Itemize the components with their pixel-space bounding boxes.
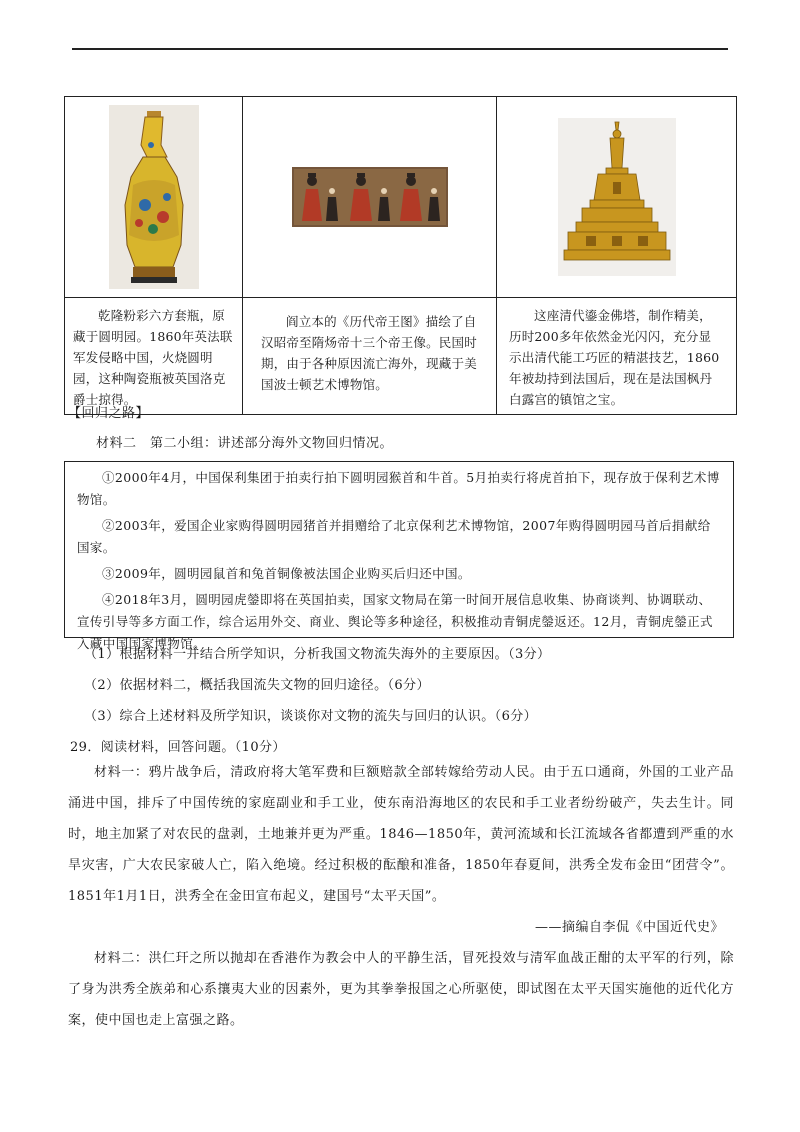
question-3: （3）综合上述材料及所学知识，谈谈你对文物的流失与回归的认识。（6分） bbox=[84, 709, 538, 724]
question-1: （1）根据材料一并结合所学知识，分析我国文物流失海外的主要原因。（3分） bbox=[84, 647, 551, 662]
material2-intro: 材料二 第二小组：讲述部分海外文物回归情况。 bbox=[96, 436, 394, 451]
vase-cell bbox=[65, 97, 243, 298]
material2-item: ②2003年，爱国企业家购得圆明园猪首并捐赠给了北京保利艺术博物馆，2007年购得圆明园马首后捐献给国家。 bbox=[77, 518, 711, 555]
question-29-materials bbox=[68, 757, 734, 1036]
scroll-caption-cell bbox=[243, 298, 497, 415]
header-rule bbox=[72, 48, 728, 50]
q29-source: ——摘编自李侃《中国近代史》 bbox=[534, 920, 724, 935]
stupa-caption: 这座清代鎏金佛塔，制作精美，历时200多年依然金光闪闪，充分显示出清代能工巧匠的精湛技艺，1860年被劫持到法国后，现在是法国枫丹白露宫的镇馆之宝。 bbox=[509, 308, 720, 407]
stupa-caption-cell bbox=[497, 298, 737, 415]
q29-material2: 材料二：洪仁玕之所以抛却在香港作为教会中人的平静生活，冒死投效与清军血战正酣的太平军的行列，除了身为洪秀全族弟和心系攘夷大业的因素外，更为其拳拳报国之心所驱使，即试图在太平天国实施他的近代化方案，使中国也走上富强之路。 bbox=[68, 951, 734, 1028]
material2-item: ④2018年3月，圆明园虎鎣即将在英国拍卖，国家文物局在第一时间开展信息收集、协商谈判、协调联动、宣传引导等多方面工作，综合运用外交、商业、舆论等多种途径，积极推动青铜虎鎣返还。12月，青铜虎鎣正式入藏中国国家博物馆。 bbox=[77, 592, 713, 651]
scroll-painting-image bbox=[292, 167, 448, 227]
vase-caption: 乾隆粉彩六方套瓶，原藏于圆明园。1860年英法联军发侵略中国，火烧圆明园，这种陶瓷瓶被英国洛克爵士掠得。 bbox=[73, 308, 233, 407]
q29-material1: 材料一：鸦片战争后，清政府将大笔军费和巨额赔款全部转嫁给劳动人民。由于五口通商，外国的工业产品涌进中国，排斥了中国传统的家庭副业和手工业，使东南沿海地区的农民和手工业者纷纷破产，失去生计。同时，地主加紧了对农民的盘剥，土地兼并更为严重。1846—1850年，黄河流域和长江流域各省都遭到严重的水旱灾害，广大农民家破人亡，陷入绝境。经过积极的酝酿和准备，1850年春夏间，洪秀全发布金田“团营令”。1851年1月1日，洪秀全在金田宣布起义，建国号“太平天国”。 bbox=[68, 765, 734, 904]
stupa-cell bbox=[497, 97, 737, 298]
scroll-caption: 阎立本的《历代帝王图》描绘了自汉昭帝至隋炀帝十三个帝王像。民国时期，由于各种原因流亡海外，现藏于美国波士顿艺术博物馆。 bbox=[261, 314, 477, 392]
material2-box bbox=[64, 461, 734, 651]
vase-image bbox=[109, 105, 199, 289]
material2-item: ①2000年4月，中国保利集团于拍卖行拍下圆明园猴首和牛首。5月拍卖行将虎首拍下，现存放于保利艺术博物馆。 bbox=[77, 470, 720, 507]
scroll-cell bbox=[243, 97, 497, 298]
question-29-title: 29．阅读材料，回答问题。（10分） bbox=[70, 740, 286, 755]
question-2: （2）依据材料二，概括我国流失文物的回归途径。（6分） bbox=[84, 678, 430, 693]
vase-caption-cell bbox=[65, 298, 243, 415]
stupa-image bbox=[558, 118, 676, 276]
material2-item: ③2009年，圆明园鼠首和兔首铜像被法国企业购买后归还中国。 bbox=[102, 566, 471, 581]
section-title: 【回归之路】 bbox=[68, 406, 150, 421]
artifact-table bbox=[64, 96, 737, 415]
